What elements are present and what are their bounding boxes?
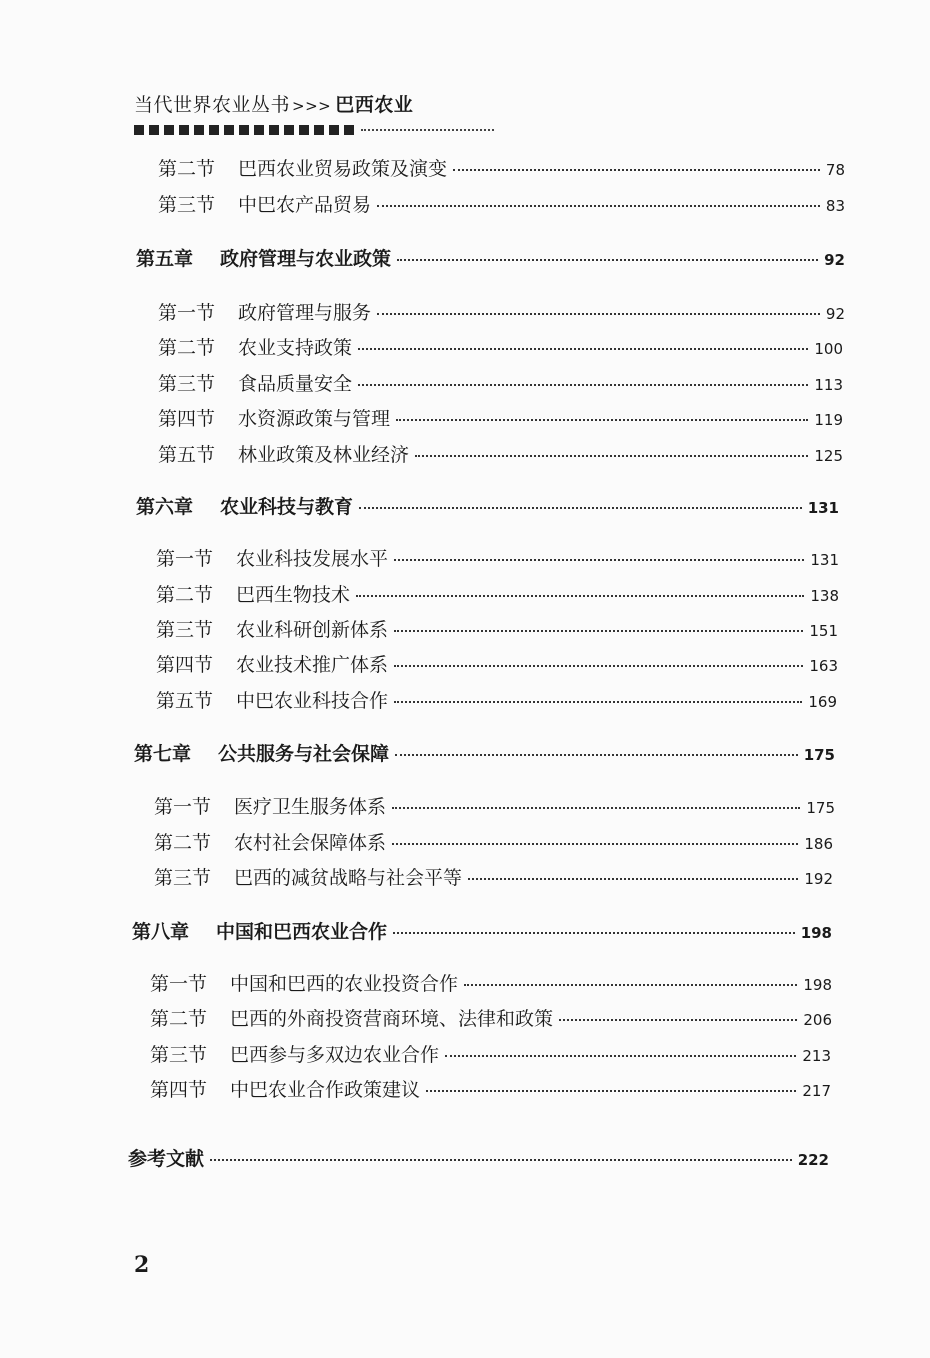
toc-page: 83 bbox=[825, 197, 845, 215]
dot-leader bbox=[392, 843, 798, 845]
toc-number: 第六章 bbox=[136, 496, 194, 518]
dot-leader bbox=[394, 665, 803, 667]
toc-title: 水资源政策与管理 bbox=[238, 408, 391, 430]
toc-references[interactable] bbox=[128, 1144, 829, 1171]
toc-number: 第二节 bbox=[150, 1008, 208, 1030]
toc-page: 163 bbox=[809, 657, 838, 675]
toc-section[interactable] bbox=[158, 369, 843, 396]
dot-leader bbox=[394, 630, 803, 632]
toc-page: 175 bbox=[803, 746, 835, 764]
book-name: 巴西农业 bbox=[335, 94, 414, 116]
toc-page: 125 bbox=[814, 447, 843, 465]
toc-page: 119 bbox=[814, 411, 843, 429]
toc-title: 农村社会保障体系 bbox=[234, 832, 387, 854]
toc-number: 第三节 bbox=[150, 1044, 208, 1066]
dot-leader bbox=[559, 1019, 797, 1021]
toc-page: 92 bbox=[824, 251, 845, 269]
toc-number: 第四节 bbox=[158, 408, 216, 430]
toc-title: 政府管理与农业政策 bbox=[220, 248, 392, 270]
toc-title: 农业科技发展水平 bbox=[236, 548, 389, 570]
toc-number: 第七章 bbox=[134, 743, 192, 765]
toc-section[interactable] bbox=[158, 154, 845, 181]
toc-chapter[interactable] bbox=[132, 917, 832, 944]
dot-leader bbox=[395, 754, 798, 756]
toc-page: 198 bbox=[800, 924, 832, 942]
toc-number: 第二节 bbox=[156, 584, 214, 606]
toc-page: 213 bbox=[802, 1047, 831, 1065]
toc-section[interactable] bbox=[156, 580, 839, 607]
toc-page: 131 bbox=[810, 551, 839, 569]
page-number: 2 bbox=[134, 1252, 150, 1278]
toc-section[interactable] bbox=[158, 190, 845, 217]
toc-title: 政府管理与服务 bbox=[238, 302, 372, 324]
toc-page: 206 bbox=[803, 1011, 832, 1029]
toc-number: 第二节 bbox=[154, 832, 212, 854]
toc-title: 农业科技与教育 bbox=[220, 496, 354, 518]
toc-section[interactable] bbox=[158, 440, 843, 467]
toc-title: 农业支持政策 bbox=[238, 337, 353, 359]
toc-section[interactable] bbox=[156, 544, 839, 571]
toc-section[interactable] bbox=[150, 1004, 832, 1031]
dot-leader bbox=[464, 984, 797, 986]
dot-leader bbox=[397, 259, 818, 261]
toc-section[interactable] bbox=[150, 969, 832, 996]
toc-page: 217 bbox=[802, 1082, 831, 1100]
toc-section[interactable] bbox=[156, 686, 837, 713]
toc-number: 第三节 bbox=[154, 867, 212, 889]
dot-leader bbox=[392, 807, 800, 809]
toc-section[interactable] bbox=[156, 615, 838, 642]
toc-title: 中巴农业科技合作 bbox=[236, 690, 389, 712]
toc-number: 第八章 bbox=[132, 921, 190, 943]
toc-number: 第四节 bbox=[150, 1079, 208, 1101]
toc-title: 医疗卫生服务体系 bbox=[234, 796, 387, 818]
toc-chapter[interactable] bbox=[136, 492, 839, 519]
dot-leader bbox=[453, 169, 820, 171]
dot-leader bbox=[415, 455, 808, 457]
toc-number: 第五章 bbox=[136, 248, 194, 270]
toc-page: 78 bbox=[825, 161, 845, 179]
dot-leader bbox=[377, 205, 820, 207]
dot-leader bbox=[359, 507, 802, 509]
toc-number: 第一节 bbox=[156, 548, 214, 570]
toc-title: 巴西参与多双边农业合作 bbox=[230, 1044, 440, 1066]
toc-page: 175 bbox=[806, 799, 835, 817]
toc-chapter[interactable] bbox=[136, 244, 845, 271]
toc-section[interactable] bbox=[154, 828, 833, 855]
toc-number: 第一节 bbox=[154, 796, 212, 818]
toc-title: 中国和巴西的农业投资合作 bbox=[230, 973, 459, 995]
toc-number: 第二节 bbox=[158, 158, 216, 180]
toc-page: 186 bbox=[804, 835, 833, 853]
toc-page: 138 bbox=[810, 587, 839, 605]
toc-title: 中巴农业合作政策建议 bbox=[230, 1079, 421, 1101]
toc-title: 林业政策及林业经济 bbox=[238, 444, 410, 466]
toc-title: 公共服务与社会保障 bbox=[218, 743, 390, 765]
toc-number: 第三节 bbox=[158, 373, 216, 395]
toc-page: 113 bbox=[814, 376, 843, 394]
toc-number: 第三节 bbox=[158, 194, 216, 216]
toc-page: 131 bbox=[807, 499, 839, 517]
toc-number: 第四节 bbox=[156, 654, 214, 676]
toc-page: 92 bbox=[825, 305, 845, 323]
toc-number: 第五节 bbox=[156, 690, 214, 712]
toc-title: 巴西的外商投资营商环境、法律和政策 bbox=[230, 1008, 554, 1030]
dot-leader bbox=[356, 595, 804, 597]
dot-leader bbox=[358, 384, 808, 386]
dot-leader bbox=[377, 313, 820, 315]
dot-leader bbox=[393, 932, 795, 934]
toc-section[interactable] bbox=[158, 404, 843, 431]
toc-title: 参考文献 bbox=[128, 1148, 205, 1170]
series-name: 当代世界农业丛书 bbox=[134, 94, 291, 116]
toc-number: 第三节 bbox=[156, 619, 214, 641]
toc-page: 198 bbox=[803, 976, 832, 994]
toc-title: 中巴农产品贸易 bbox=[238, 194, 372, 216]
toc-title: 农业技术推广体系 bbox=[236, 654, 389, 676]
dot-leader bbox=[394, 559, 804, 561]
dot-leader bbox=[445, 1055, 796, 1057]
toc-section[interactable] bbox=[150, 1075, 831, 1102]
toc-section[interactable] bbox=[150, 1040, 831, 1067]
dot-leader bbox=[396, 419, 808, 421]
toc-title: 巴西的减贫战略与社会平等 bbox=[234, 867, 463, 889]
toc-title: 中国和巴西农业合作 bbox=[216, 921, 388, 943]
toc-page: 192 bbox=[804, 870, 833, 888]
toc-page: 100 bbox=[814, 340, 843, 358]
toc-title: 巴西农业贸易政策及演变 bbox=[238, 158, 448, 180]
toc-section[interactable] bbox=[158, 333, 843, 360]
toc-page: 151 bbox=[809, 622, 838, 640]
dot-leader bbox=[358, 348, 808, 350]
toc-chapter[interactable] bbox=[134, 739, 835, 766]
dot-leader bbox=[468, 878, 798, 880]
toc-section[interactable] bbox=[158, 298, 845, 325]
toc-number: 第二节 bbox=[158, 337, 216, 359]
toc-number: 第一节 bbox=[150, 973, 208, 995]
toc-page: 222 bbox=[797, 1151, 829, 1169]
toc-page: 169 bbox=[808, 693, 837, 711]
dot-leader bbox=[426, 1090, 796, 1092]
toc-section[interactable] bbox=[154, 863, 833, 890]
dot-leader bbox=[210, 1159, 792, 1161]
toc-title: 食品质量安全 bbox=[238, 373, 353, 395]
toc-title: 巴西生物技术 bbox=[236, 584, 351, 606]
toc-number: 第一节 bbox=[158, 302, 216, 324]
header-separator: >>> bbox=[292, 97, 332, 115]
toc-section[interactable] bbox=[156, 650, 838, 677]
dot-leader bbox=[394, 701, 802, 703]
toc-section[interactable] bbox=[154, 792, 835, 819]
toc-number: 第五节 bbox=[158, 444, 216, 466]
toc-title: 农业科研创新体系 bbox=[236, 619, 389, 641]
